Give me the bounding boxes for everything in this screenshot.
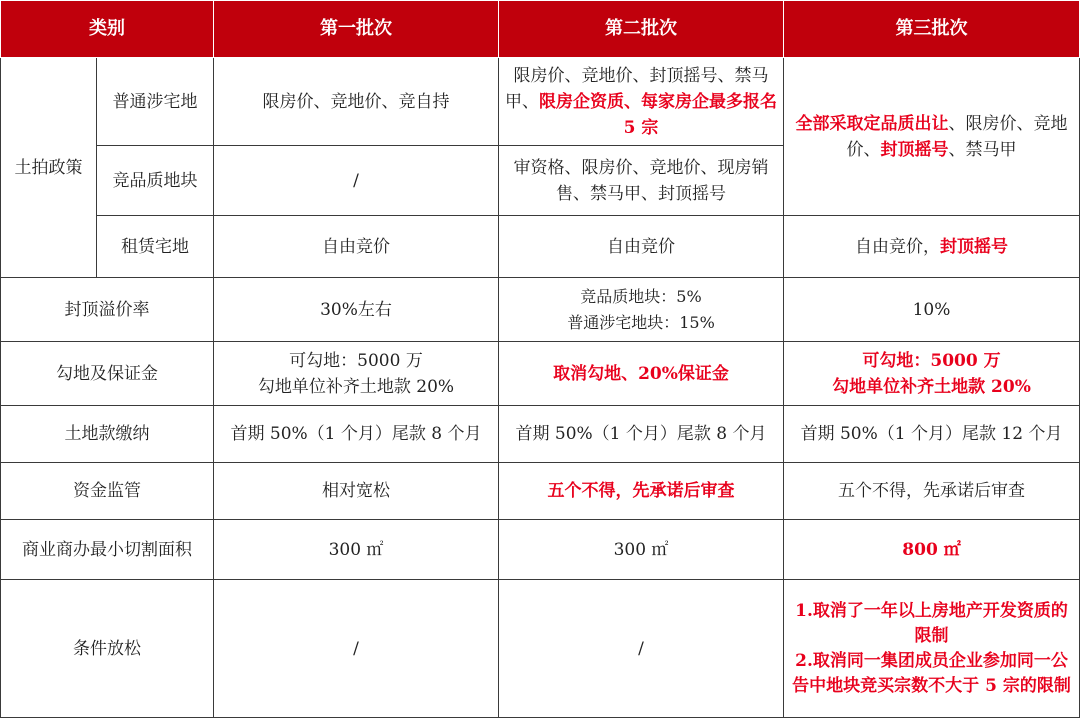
deposit-batch-1-line-2: 勾地单位补齐土地款 20% [257, 376, 455, 397]
cell-deposit-batch-2: 取消勾地、20%保证金 [499, 342, 784, 406]
cell-payment-batch-2: 首期 50%（1 个月）尾款 8 个月 [499, 406, 784, 463]
ordinary-batch-2-highlight: 限房企资质、每家房企最多报名 5 宗 [539, 91, 777, 138]
cell-premium-batch-1: 30%左右 [214, 278, 499, 342]
row-supervision [1, 463, 1080, 520]
rental-batch-3-plain: 自由竞价， [855, 236, 940, 257]
cell-payment-batch-3: 首期 50%（1 个月）尾款 12 个月 [784, 406, 1080, 463]
cell-supervision-batch-3: 五个不得，先承诺后审查 [784, 463, 1080, 520]
header-category: 类别 [1, 1, 214, 58]
cell-premium-batch-2 [499, 278, 784, 342]
header-batch-3: 第三批次 [784, 1, 1080, 58]
sub-label-ordinary: 普通涉宅地 [97, 58, 214, 146]
header-row [1, 1, 1080, 58]
sub-label-rental: 租赁宅地 [97, 216, 214, 278]
row-label-supervision: 资金监管 [1, 463, 214, 520]
premium-batch-2-line-1: 竞品质地块：5% [580, 286, 702, 306]
deposit-batch-3-line-2: 勾地单位补齐土地款 20% [832, 376, 1031, 397]
premium-batch-2-line-2: 普通涉宅地块：15% [567, 312, 715, 332]
header-batch-1: 第一批次 [214, 1, 499, 58]
row-label-min-area: 商业商办最小切割面积 [1, 520, 214, 580]
row-relaxation [1, 580, 1080, 718]
cell-supervision-batch-1: 相对宽松 [214, 463, 499, 520]
relaxation-batch-3-item-2: 2.取消同一集团成员企业参加同一公告中地块竞买宗数不大于 5 宗的限制 [792, 650, 1071, 696]
row-label-relaxation: 条件放松 [1, 580, 214, 718]
policy-batch-3-highlight-2: 封顶摇号 [880, 139, 949, 160]
cell-payment-batch-1: 首期 50%（1 个月）尾款 8 个月 [214, 406, 499, 463]
row-ordinary-residential [1, 58, 1080, 146]
row-min-area [1, 520, 1080, 580]
row-label-payment: 土地款缴纳 [1, 406, 214, 463]
cell-quality-batch-1: / [214, 146, 499, 216]
cell-relaxation-batch-1: / [214, 580, 499, 718]
cell-ordinary-batch-1: 限房价、竞地价、竞自持 [214, 58, 499, 146]
cell-relaxation-batch-3 [784, 580, 1080, 718]
row-label-land-policy: 土拍政策 [1, 58, 97, 278]
cell-min-area-batch-1: 300 ㎡ [214, 520, 499, 580]
cell-policy-batch-3 [784, 58, 1080, 216]
row-premium-cap [1, 278, 1080, 342]
cell-min-area-batch-3: 800 ㎡ [784, 520, 1080, 580]
row-payment [1, 406, 1080, 463]
cell-deposit-batch-3 [784, 342, 1080, 406]
row-rental-residential [1, 216, 1080, 278]
rental-batch-3-highlight: 封顶摇号 [940, 236, 1008, 257]
deposit-batch-1-line-1: 可勾地：5000 万 [289, 350, 423, 371]
sub-label-quality: 竞品质地块 [97, 146, 214, 216]
cell-quality-batch-2: 审资格、限房价、竞地价、现房销售、禁马甲、封顶摇号 [499, 146, 784, 216]
ordinary-batch-2-plain: 限房价、竞地价、封顶摇号、禁马甲、 [505, 65, 769, 112]
cell-premium-batch-3: 10% [784, 278, 1080, 342]
relaxation-batch-3-item-1: 1.取消了一年以上房地产开发资质的限制 [795, 600, 1068, 646]
cell-min-area-batch-2: 300 ㎡ [499, 520, 784, 580]
row-deposit [1, 342, 1080, 406]
cell-deposit-batch-1 [214, 342, 499, 406]
row-label-deposit: 勾地及保证金 [1, 342, 214, 406]
policy-batch-3-highlight-1: 全部采取定品质出让 [795, 113, 949, 134]
row-label-premium-cap: 封顶溢价率 [1, 278, 214, 342]
deposit-batch-3-line-1: 可勾地：5000 万 [862, 350, 1001, 371]
cell-supervision-batch-2: 五个不得，先承诺后审查 [499, 463, 784, 520]
policy-batch-3-plain-1: 、限房价、竞地价、 [846, 113, 1068, 160]
cell-rental-batch-1: 自由竞价 [214, 216, 499, 278]
header-batch-2: 第二批次 [499, 1, 784, 58]
cell-rental-batch-2: 自由竞价 [499, 216, 784, 278]
cell-ordinary-batch-2 [499, 58, 784, 146]
policy-batch-3-plain-2: 、禁马甲 [948, 139, 1017, 160]
cell-rental-batch-3 [784, 216, 1080, 278]
cell-relaxation-batch-2: / [499, 580, 784, 718]
